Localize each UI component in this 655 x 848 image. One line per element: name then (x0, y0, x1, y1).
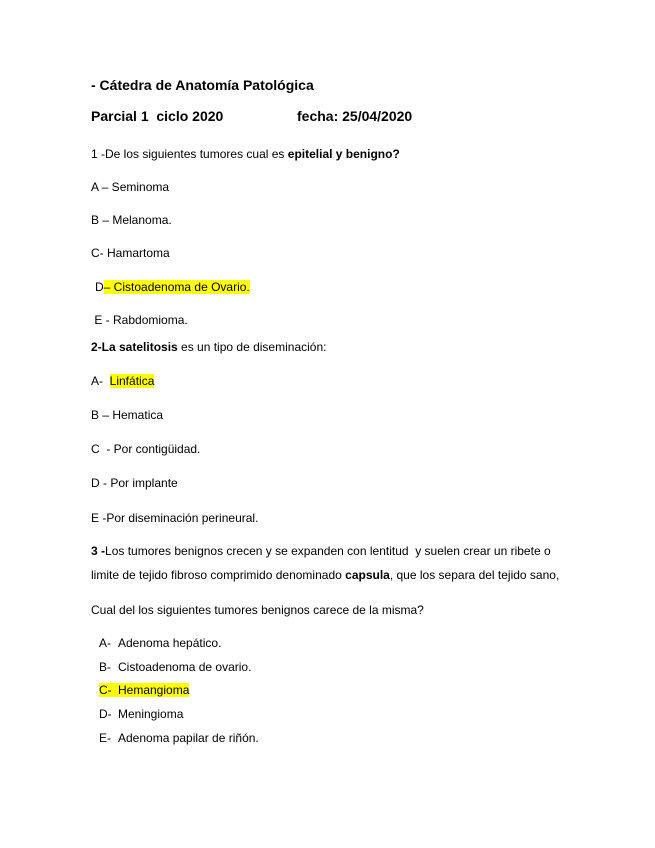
answer-highlight: – Cistoadenoma de Ovario. (103, 280, 250, 294)
question-1: 1 -De los siguientes tumores cual es epitelial y benigno? (91, 147, 400, 161)
question-3-line-1: 3 -Los tumores benignos crecen y se expanden con lentitud y suelen crear un ribete o (91, 544, 551, 558)
q2-option-a: A- Linfática (91, 374, 155, 388)
answer-highlight: Linfática (109, 374, 155, 388)
q3-option-b: B- Cistoadenoma de ovario. (99, 660, 252, 674)
q1-option-a: A – Seminoma (91, 180, 170, 194)
question-3-prompt: Cual del los siguientes tumores benignos carece de la misma? (91, 603, 424, 617)
q1-option-c: C- Hamartoma (91, 246, 170, 260)
answer-highlight: C- Hemangioma (99, 683, 190, 697)
q1-option-e: E - Rabdomioma. (91, 313, 188, 327)
q1-option-b: B – Melanoma. (91, 213, 172, 227)
q2-option-b: B – Hematica (91, 408, 164, 422)
q3-option-e: E- Adenoma papilar de riñón. (99, 731, 259, 745)
question-3-line-2: limite de tejido fibroso comprimido denominado capsula, que los separa del tejido sano, (91, 568, 560, 582)
q1-option-d: D– Cistoadenoma de Ovario. (95, 280, 250, 294)
q3-option-a: A- Adenoma hepático. (99, 636, 222, 650)
q2-option-e: E -Por diseminación perineural. (91, 511, 259, 525)
question-2: 2-La satelitosis es un tipo de diseminación: (91, 340, 327, 354)
page-title: - Cátedra de Anatomía Patológica (91, 77, 314, 93)
q2-option-d: D - Por implante (91, 476, 178, 490)
q2-option-c: C - Por contigüidad. (91, 442, 201, 456)
q3-option-c (99, 683, 189, 698)
parcial-label: Parcial 1 ciclo 2020 (91, 108, 224, 124)
fecha-label: fecha: 25/04/2020 (297, 108, 413, 124)
q3-option-d: D- Meningioma (99, 707, 184, 721)
